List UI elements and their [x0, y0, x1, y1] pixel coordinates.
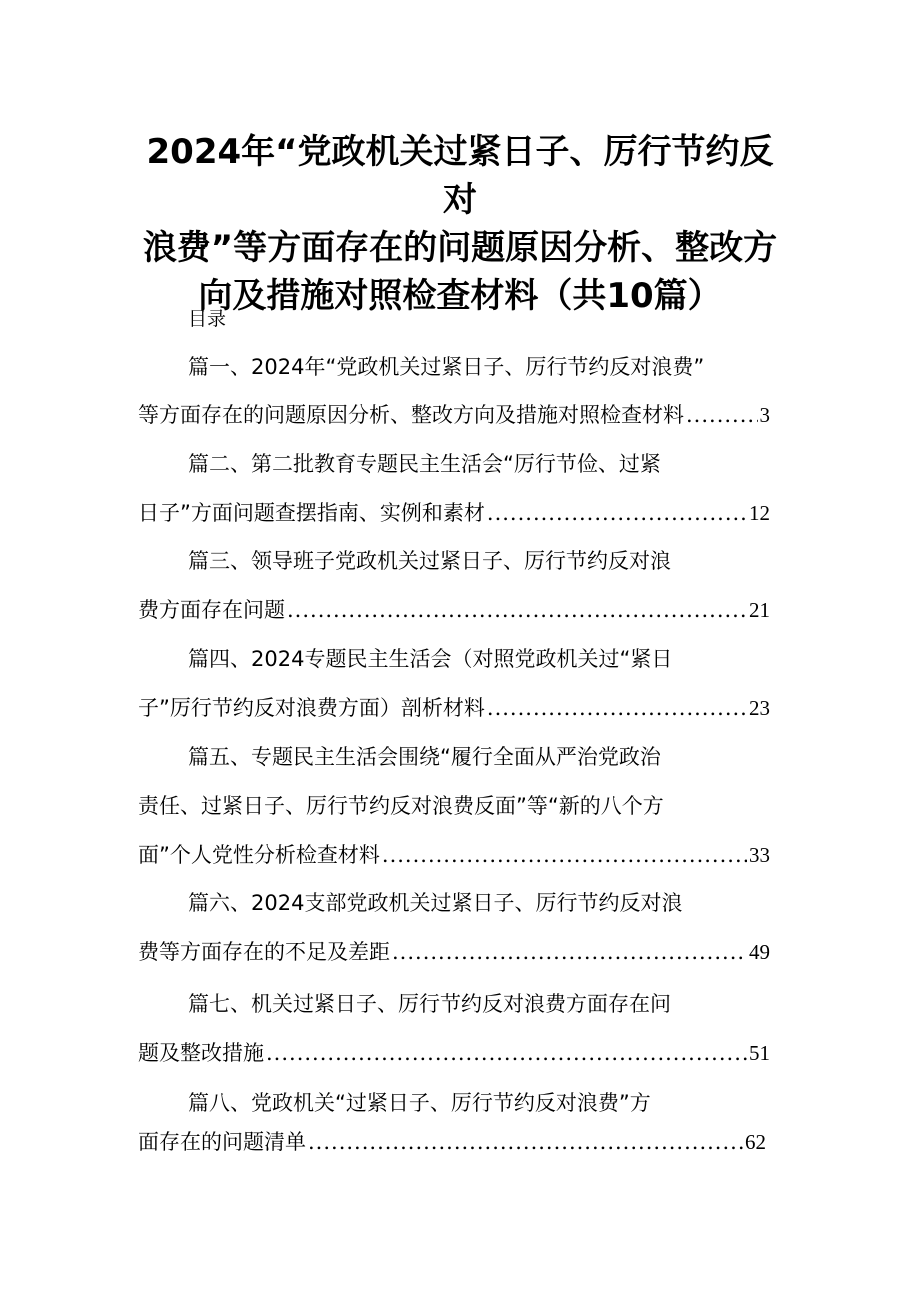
dot-leader	[487, 693, 747, 723]
toc-page-number: 21	[749, 598, 770, 622]
toc-entry-title-continued: 责任、过紧日子、厉行节约反对浪费反面”等“新的八个方	[138, 794, 664, 818]
toc-page-number: 62	[745, 1130, 766, 1154]
toc-entry-title: 篇四、2024专题民主生活会（对照党政机关过“紧日	[188, 647, 673, 671]
toc-entry-last-line	[138, 1038, 770, 1068]
toc-page-number: 23	[749, 696, 770, 720]
toc-label: 目录	[188, 308, 227, 330]
toc-entry-title-end: 面存在的问题清单	[138, 1130, 306, 1154]
dot-leader	[392, 937, 747, 967]
toc-entry-last-line	[138, 1127, 766, 1157]
toc-entry-title-end: 日子”方面问题查摆指南、实例和素材	[138, 501, 485, 525]
toc-entry-title: 篇七、机关过紧日子、厉行节约反对浪费方面存在问	[188, 992, 671, 1016]
toc-page-number: 49	[749, 940, 770, 964]
toc-entry-title-end: 面”个人党性分析检查材料	[138, 843, 380, 867]
toc-entry-title-end: 费等方面存在的不足及差距	[138, 940, 390, 964]
toc-entry-last-line	[138, 400, 770, 430]
toc-entry-title-end: 题及整改措施	[138, 1041, 264, 1065]
toc-page-number: 51	[749, 1041, 770, 1065]
title-line: 2024年“党政机关过紧日子、厉行节约反对	[146, 132, 774, 220]
dot-leader	[686, 400, 758, 430]
title-line: 向及措施对照检查材料（共10篇）	[198, 276, 722, 316]
toc-entry-last-line	[138, 693, 770, 723]
toc-entry-title: 篇八、党政机关“过紧日子、厉行节约反对浪费”方	[188, 1091, 651, 1115]
title-line: 浪费”等方面存在的问题原因分析、整改方	[142, 228, 778, 268]
toc-entry-title-end: 费方面存在问题	[138, 598, 285, 622]
toc-page-number: 33	[749, 843, 770, 867]
toc-entry-title: 篇三、领导班子党政机关过紧日子、厉行节约反对浪	[188, 549, 671, 573]
document-title	[130, 128, 790, 320]
toc-entry-last-line	[138, 498, 770, 528]
toc-entry-title-end: 等方面存在的问题原因分析、整改方向及措施对照检查材料	[138, 403, 684, 427]
toc-page-number: 12	[749, 501, 770, 525]
dot-leader	[287, 595, 747, 625]
toc-entry-title: 篇六、2024支部党政机关过紧日子、厉行节约反对浪	[188, 891, 683, 915]
toc-entry-title-end: 子”厉行节约反对浪费方面）剖析材料	[138, 696, 485, 720]
toc-entry-last-line	[138, 937, 770, 967]
dot-leader	[266, 1038, 747, 1068]
toc-entry-last-line	[138, 840, 770, 870]
dot-leader	[382, 840, 747, 870]
dot-leader	[308, 1127, 743, 1157]
toc-entry-title: 篇二、第二批教育专题民主生活会“厉行节俭、过紧	[188, 452, 661, 476]
toc-entry-last-line	[138, 595, 770, 625]
toc-entry-title: 篇一、2024年“党政机关过紧日子、厉行节约反对浪费”	[188, 355, 705, 379]
dot-leader	[487, 498, 747, 528]
toc-page-number: 3	[759, 403, 770, 427]
toc-entry-title: 篇五、专题民主生活会围绕“履行全面从严治党政治	[188, 745, 661, 769]
